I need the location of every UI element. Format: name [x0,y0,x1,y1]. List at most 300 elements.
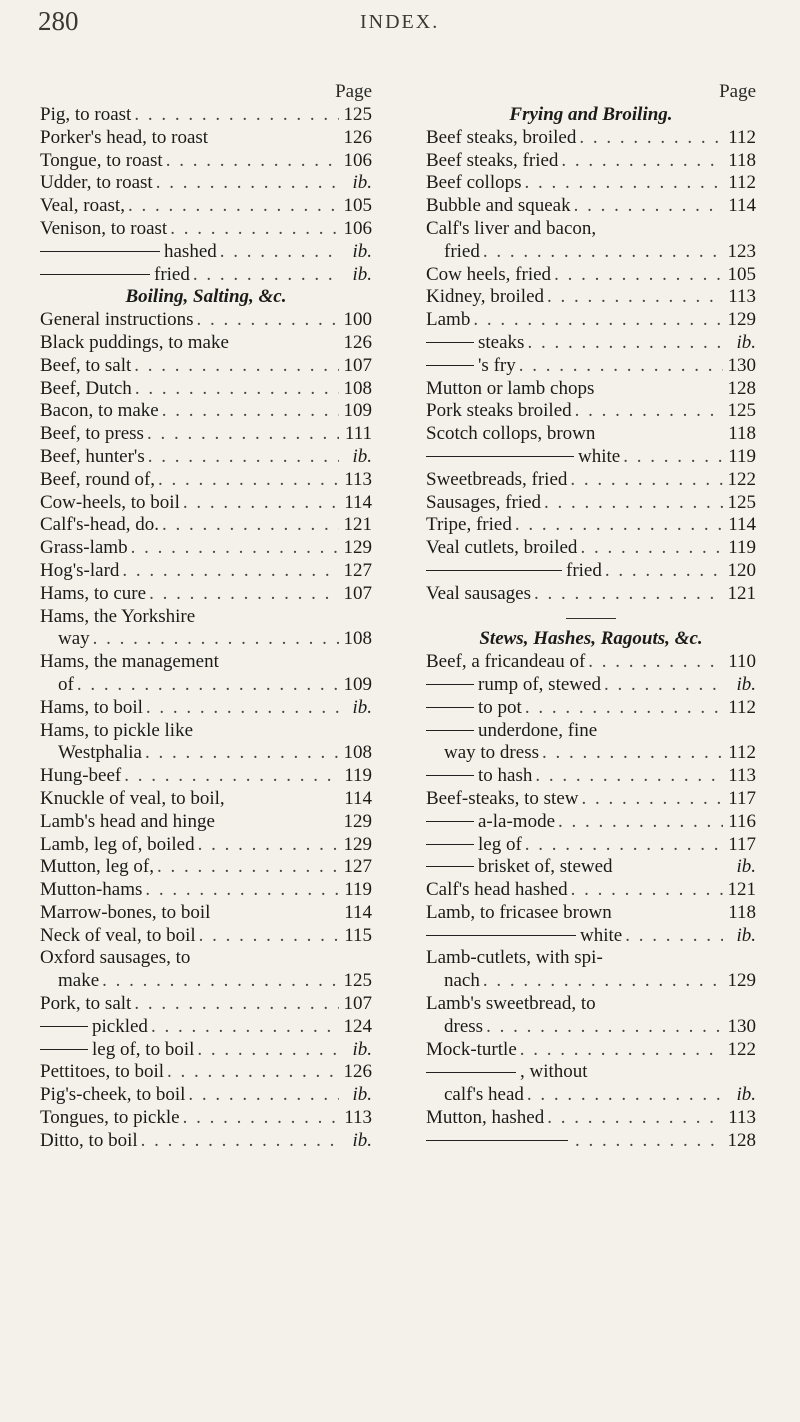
entry-label: Cow-heels, to boil [40,491,180,513]
leader-dots [162,400,339,423]
index-entry [40,993,372,1016]
entry-label: Hung-beef [40,765,122,787]
entry-text [426,1107,544,1130]
entry-page-number: 128 [727,377,756,399]
leader-dots [483,241,723,264]
entry-label: , without [520,1061,588,1083]
leader-dots [558,811,723,834]
index-entry [426,355,756,378]
entry-page-number: 125 [727,491,756,513]
entry-label: Hams, to pickle like [40,719,194,741]
entry-text [426,537,577,560]
leader-dots [151,1016,339,1039]
leader-dots [157,856,339,879]
entry-text [426,993,596,1016]
leader-dots [158,469,339,492]
entry-text [40,856,154,879]
entry-label: rump of, stewed [478,673,601,695]
entry-page-number: 115 [344,924,372,946]
leader-dots [473,309,723,332]
entry-page-number: 109 [343,400,372,422]
ditto-dash [426,1072,516,1073]
entry-label: Hams, the management [40,651,219,673]
entry-page-number: 122 [727,1038,756,1060]
leader-dots [519,355,723,378]
entry-text [58,970,99,993]
entry-page-number: 100 [343,309,372,331]
entry-text [426,788,578,811]
leader-dots [145,879,339,902]
entry-page-number: 128 [727,1129,756,1151]
entry-label: calf's head [444,1084,524,1106]
entry-page-number: 130 [727,1015,756,1037]
entry-page-number: 126 [343,126,372,148]
index-entry [40,378,372,401]
index-entry [40,469,372,492]
section-heading: Frying and Broiling. [509,104,673,125]
running-head: INDEX. [360,11,440,33]
entry-text [426,332,524,355]
ditto-dash [426,730,474,731]
entry-page-number: 122 [727,468,756,490]
entry-page-number: 114 [344,787,372,809]
entry-text [40,765,121,788]
entry-text [426,195,571,218]
entry-page-number: ib. [736,673,756,695]
entry-label: General instructions [40,309,194,331]
entry-text [40,492,180,515]
entry-page-number: 129 [343,833,372,855]
entry-text [426,400,572,423]
entry-text [40,1016,148,1039]
index-entry [40,651,372,674]
entry-label: Kidney, broiled [426,286,545,308]
leader-dots [198,834,339,857]
leader-dots [162,514,339,537]
ditto-dash [426,935,576,936]
leader-dots [124,765,339,788]
index-entry [40,925,372,948]
entry-page-number: 114 [728,514,756,536]
index-entry [40,537,372,560]
entry-page-number: 106 [343,149,372,171]
index-entry [426,1130,756,1153]
index-entry [40,834,372,857]
entry-text [40,378,132,401]
entry-page-number: 108 [343,628,372,650]
leader-dots [525,172,723,195]
entry-text [40,400,159,423]
entry-label: leg of [478,833,522,855]
index-entry [40,332,372,355]
index-entry [40,514,372,537]
entry-label: Lamb's sweetbread, to [426,993,596,1015]
index-entry [40,560,372,583]
index-entry [40,811,372,834]
index-entry [40,172,372,195]
index-entry [426,172,756,195]
entry-text [40,172,153,195]
index-entry [426,856,756,879]
entry-text [426,720,597,743]
index-entry [426,286,756,309]
entry-text [40,606,195,629]
entry-text [40,446,145,469]
entry-label: Venison, to roast [40,217,168,239]
index-entry [40,264,372,287]
entry-label: Beef, to salt [40,354,132,376]
entry-text [426,560,602,583]
entry-text [426,765,532,788]
entry-text [426,925,622,948]
index-entry [426,583,756,606]
entry-label: Veal, roast, [40,195,125,217]
entry-text [444,742,539,765]
leader-dots [183,492,339,515]
entry-page-number: 125 [727,400,756,422]
index-entry [426,492,756,515]
index-entry [426,674,756,697]
leader-dots [525,834,723,857]
entry-label: Pig's-cheek, to boil [40,1084,186,1106]
entry-page-number: 105 [727,263,756,285]
entry-page-number: 114 [344,491,372,513]
leader-dots [542,742,723,765]
entry-page-number: 121 [727,582,756,604]
entry-label: Bacon, to make [40,400,159,422]
leader-dots [145,742,339,765]
leader-dots [220,241,339,264]
leader-dots [199,925,339,948]
entry-label: Lamb-cutlets, with spi- [426,947,603,969]
entry-page-number: 113 [728,1107,756,1129]
entry-label: way to dress [444,742,539,764]
index-entry [426,309,756,332]
page-column-label: Page [335,81,372,102]
entry-text [40,1107,180,1130]
entry-label: Hams, to boil [40,696,143,718]
entry-page-number: ib. [352,240,372,262]
section-heading: Stews, Hashes, Ragouts, &c. [479,628,703,650]
index-entry [426,1016,756,1039]
entry-page-number: 125 [343,970,372,992]
entry-label: Oxford sausages, to [40,947,191,969]
entry-page-number: 121 [727,879,756,901]
entry-text [40,811,215,834]
entry-text [426,492,541,515]
index-entry [426,1061,756,1084]
leader-dots [156,172,339,195]
leader-dots [134,993,339,1016]
leader-dots [102,970,339,993]
entry-text [444,241,480,264]
entry-text [426,651,585,674]
index-entry [426,378,756,401]
ditto-dash [40,1026,88,1027]
entry-text [40,651,219,674]
index-entry [40,492,372,515]
entry-page-number: 109 [343,673,372,695]
entry-page-number: ib. [352,172,372,194]
leader-dots [574,195,723,218]
entry-label: Black puddings, to make [40,331,229,353]
entry-page-number: 113 [728,765,756,787]
entry-page-number: 117 [728,787,756,809]
leader-dots [527,332,723,355]
entry-label: Beef, hunter's [40,445,145,467]
index-entry [40,902,372,925]
leader-dots [77,674,339,697]
entry-label: Mock-turtle [426,1038,517,1060]
index-entry [426,332,756,355]
ditto-dash [426,775,474,776]
entry-page-number: 107 [343,582,372,604]
entry-text [58,674,74,697]
index-entry [40,1084,372,1107]
leader-dots [148,446,339,469]
index-entry [40,765,372,788]
index-entry [40,697,372,720]
entry-label: white [580,924,623,946]
index-entry [40,423,372,446]
leader-dots [604,674,723,697]
leader-dots [483,970,723,993]
entry-text [40,993,131,1016]
leader-dots [146,697,339,720]
entry-label: Marrow-bones, to boil [40,901,211,923]
leader-dots [625,925,723,948]
entry-label: Lamb, leg of, boiled [40,833,195,855]
index-entry [40,127,372,150]
index-entry [426,537,756,560]
entry-label: Beef collops [426,172,522,194]
entry-label: Mutton-hams [40,879,143,901]
entry-text [40,332,229,355]
entry-label: Hams, to cure [40,582,147,604]
ditto-dash [426,570,562,571]
entry-text [426,446,620,469]
entry-label: nach [444,970,480,992]
entry-label: Porker's head, to roast [40,126,209,148]
leader-dots [128,195,339,218]
entry-label: pickled [92,1015,148,1037]
entry-label: Neck of veal, to boil [40,924,196,946]
entry-label: Lamb [426,309,471,331]
entry-text [444,1016,483,1039]
leader-dots [134,104,339,127]
entry-text [426,697,522,720]
index-entry [426,902,756,925]
entry-text [40,127,208,150]
index-entry [40,150,372,173]
entry-page-number: ib. [352,696,372,718]
entry-page-number: 113 [344,468,372,490]
entry-page-number: 119 [344,879,372,901]
entry-page-number: ib. [352,1129,372,1151]
leader-dots [579,127,723,150]
index-entry [40,788,372,811]
index-entry [40,1039,372,1062]
index-entry [40,947,372,970]
leader-dots [131,537,339,560]
entry-text [426,1130,572,1153]
entry-text [426,309,470,332]
entry-text [426,423,595,446]
entry-text [40,218,167,241]
entry-text [40,150,163,173]
section-heading: Boiling, Salting, &c. [125,286,287,308]
entry-label: dress [444,1015,484,1037]
entry-page-number: 126 [343,331,372,353]
entry-label: Tripe, fried [426,514,512,536]
index-entry [40,1061,372,1084]
entry-page-number: 106 [343,217,372,239]
entry-page-number: 116 [728,810,756,832]
leader-dots [147,423,339,446]
entry-text [40,1039,194,1062]
entry-text [40,195,125,218]
index-entry [40,606,372,629]
entry-text [426,879,568,902]
entry-text [40,902,210,925]
entry-text [40,309,194,332]
entry-label: Pork, to salt [40,993,132,1015]
entry-text [40,834,195,857]
entry-page-number: 129 [343,810,372,832]
entry-label: a-la-mode [478,810,556,832]
entry-page-number: 112 [728,126,756,148]
index-entry [426,1107,756,1130]
entry-text [426,902,612,925]
entry-label: Mutton, leg of, [40,856,154,878]
ditto-dash [426,684,474,685]
entry-text [426,583,531,606]
leader-dots [141,1130,339,1153]
entry-page-number: 108 [343,742,372,764]
index-entry [40,970,372,993]
entry-text [58,628,90,651]
entry-page-number: ib. [736,856,756,878]
index-entry [426,1039,756,1062]
entry-page-number: 107 [343,993,372,1015]
entry-page-number: 125 [343,104,372,125]
entry-label: Beef-steaks, to stew [426,787,579,809]
leader-dots [534,583,723,606]
entry-text [426,469,567,492]
index-entry [426,834,756,857]
leader-dots [581,788,723,811]
entry-label: Beef, a fricandeau of [426,651,586,673]
entry-label: Beef, Dutch [40,377,132,399]
ditto-dash [426,844,474,845]
ditto-dash [40,251,160,252]
entry-text [444,1084,524,1107]
entry-text [426,811,555,834]
entry-page-number: 117 [728,833,756,855]
entry-label: Calf's liver and bacon, [426,217,597,239]
entry-label: Knuckle of veal, to boil, [40,787,225,809]
entry-text [58,742,142,765]
index-entry [40,195,372,218]
entry-label: Veal sausages [426,582,531,604]
entry-page-number: 119 [344,765,372,787]
entry-label: Sweetbreads, fried [426,468,568,490]
ditto-dash [426,866,474,867]
leader-dots [588,651,723,674]
entry-label: to hash [478,765,533,787]
entry-page-number: 127 [343,856,372,878]
entry-page-number: 129 [343,537,372,559]
index-entry [426,218,756,241]
entry-label: to pot [478,696,522,718]
index-entry [40,309,372,332]
index-entry [426,241,756,264]
index-entry [40,446,372,469]
entry-text [40,697,143,720]
index-entry [426,970,756,993]
entry-page-number: 113 [344,1107,372,1129]
index-entry [40,628,372,651]
entry-text [40,264,190,287]
entry-page-number: 118 [728,149,756,171]
entry-text [40,469,155,492]
entry-label: Udder, to roast [40,172,153,194]
ditto-dash [40,1049,88,1050]
entry-page-number: 118 [728,901,756,923]
entry-label: Hog's-lard [40,559,120,581]
entry-label: of [58,673,74,695]
entry-text [40,423,144,446]
entry-label: white [578,445,621,467]
index-column-right [426,80,756,1153]
entry-page-number: ib. [352,1038,372,1060]
entry-text [40,1130,138,1153]
index-entry [426,788,756,811]
entry-page-number: 127 [343,559,372,581]
entry-label: Beef steaks, broiled [426,126,577,148]
entry-text [426,355,516,378]
leader-dots [515,514,723,537]
entry-page-number: 120 [727,559,756,581]
index-entry [40,1130,372,1153]
entry-text [426,264,551,287]
entry-label: Pettitoes, to boil [40,1061,165,1083]
entry-page-number: 124 [343,1015,372,1037]
entry-page-number: 111 [344,423,372,445]
entry-page-number: ib. [736,924,756,946]
ditto-dash [40,274,150,275]
leader-dots [527,1084,723,1107]
index-entry [40,400,372,423]
entry-text [40,1061,164,1084]
ditto-dash [426,821,474,822]
entry-text [426,1061,588,1084]
leader-dots [547,286,723,309]
leader-dots [93,628,339,651]
entry-label: leg of, to boil [92,1038,195,1060]
entry-page-number: 119 [728,537,756,559]
entry-text [40,104,131,127]
leader-dots [197,309,339,332]
index-entry [426,150,756,173]
entry-label: Veal cutlets, broiled [426,537,578,559]
entry-text [426,286,544,309]
entry-label: Pig, to roast [40,104,132,125]
ditto-dash [426,456,574,457]
entry-page-number: 112 [728,696,756,718]
entry-label: fried [444,240,480,262]
entry-page-number: 119 [728,445,756,467]
